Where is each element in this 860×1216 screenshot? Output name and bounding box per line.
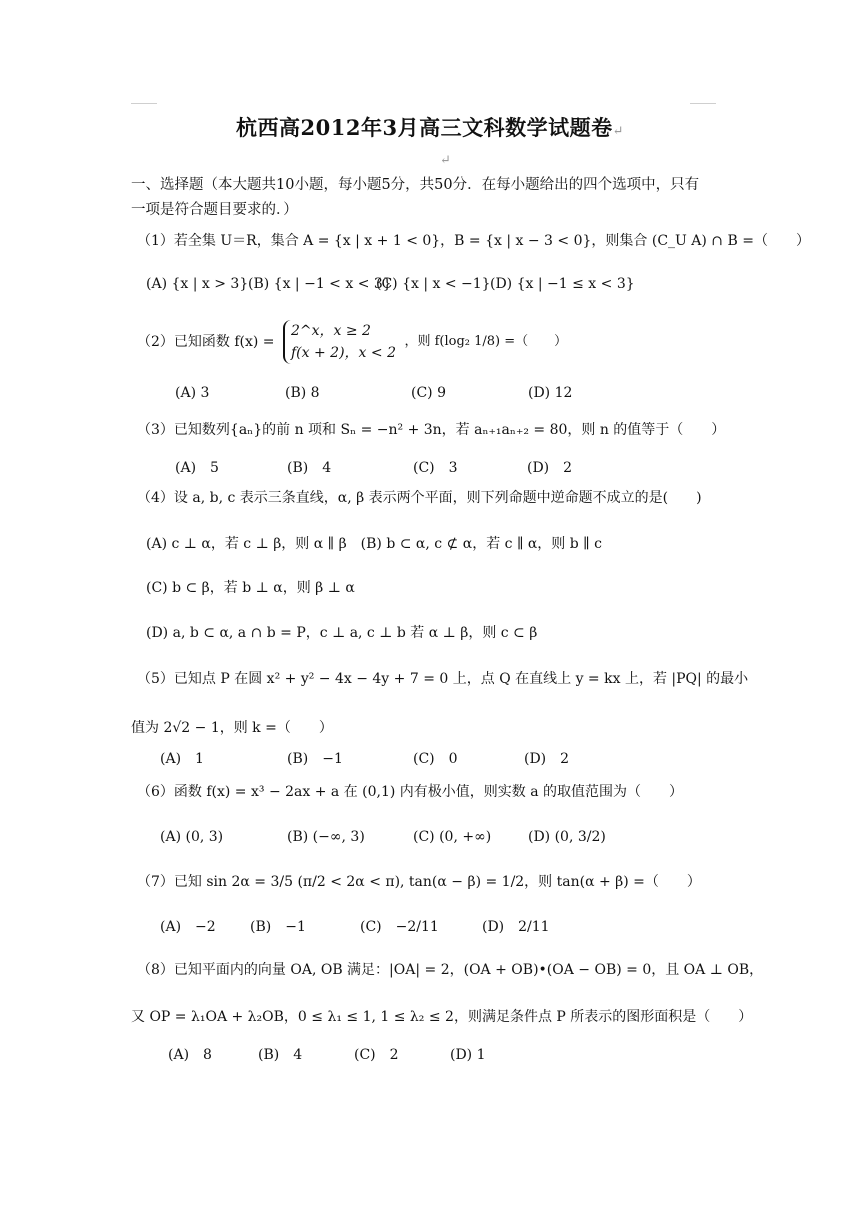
question-8-stem-line-1: （8）已知平面内的向量 OA, OB 满足：|OA| = 2，(OA + OB)•(OA − OB) = 0，且 OA ⊥ OB，	[137, 962, 764, 978]
question-7-stem: （7）已知 sin 2α = 3/5 (π/2 < 2α < π), tan(α − β) = 1/2，则 tan(α + β) =（ ）	[137, 874, 701, 890]
q2-option-d: (D) 12	[528, 385, 573, 401]
question-5-stem-line-1: （5）已知点 P 在圆 x² + y² − 4x − 4y + 7 = 0 上，点 Q 在直线上 y = kx 上，若 |PQ| 的最小	[137, 671, 749, 687]
q7-option-d: (D) 2/11	[482, 919, 550, 935]
question-6-stem: （6）函数 f(x) = x³ − 2ax + a 在 (0,1) 内有极小值，则实数 a 的取值范围为（ ）	[137, 784, 684, 800]
empty-paragraph-mark	[440, 150, 451, 171]
question-2-stem	[137, 320, 567, 364]
q2-option-a: (A) 3	[175, 385, 210, 401]
q3-option-c: (C) 3	[413, 460, 458, 476]
q3-option-d: (D) 2	[527, 460, 573, 476]
q3-option-b: (B) 4	[287, 460, 332, 476]
q2-stem-prefix: （2）已知函数 f(x) =	[137, 334, 275, 350]
q8-option-a: (A) 8	[168, 1047, 212, 1063]
q4-option-line-d: (D) a, b ⊂ α, a ∩ b = P，c ⊥ a, c ⊥ b 若 α ⊥ β，则 c ⊂ β	[146, 625, 538, 641]
q2-stem-suffix: ，则 f(log₂ 1/8) =（ ）	[404, 334, 568, 349]
q6-option-b: (B) (−∞, 3)	[287, 829, 365, 845]
q2-piece-2: f(x + 2)，x < 2	[291, 345, 396, 361]
q1-option-a: (A) {x | x > 3}	[146, 276, 249, 292]
return-mark-icon: ↵	[440, 153, 451, 168]
header-corner-mark-right	[690, 103, 716, 104]
q1-option-b: (B) {x | −1 < x < 3}	[248, 276, 392, 292]
section-header-line-1: 一、选择题（本大题共10小题，每小题5分，共50分．在每小题给出的四个选项中，只有	[131, 177, 700, 193]
header-corner-mark-left	[131, 103, 157, 104]
q2-piece-1: 2^x，x ≥ 2	[291, 323, 371, 339]
q1-option-d: (D) {x | −1 ≤ x < 3}	[490, 276, 635, 292]
question-1-stem: （1）若全集 U＝R，集合 A = {x | x + 1 < 0}，B = {x | x − 3 < 0}，则集合 (C_U A) ∩ B =（ ）	[137, 233, 810, 249]
q3-option-a: (A) 5	[175, 460, 219, 476]
section-header-line-2: 一项是符合题目要求的．）	[131, 202, 298, 218]
q7-option-a: (A) −2	[160, 919, 216, 935]
q2-piecewise-brace	[283, 320, 396, 364]
q2-option-b: (B) 8	[285, 385, 320, 401]
q5-option-d: (D) 2	[524, 751, 570, 767]
q8-option-c: (C) 2	[354, 1047, 399, 1063]
q5-option-c: (C) 0	[413, 751, 458, 767]
question-4-stem: （4）设 a, b, c 表示三条直线，α, β 表示两个平面，则下列命题中逆命题不成立的是( )	[137, 490, 702, 506]
q7-option-b: (B) −1	[250, 919, 306, 935]
q8-option-b: (B) 4	[258, 1047, 303, 1063]
question-8-stem-line-2: 又 OP = λ₁OA + λ₂OB，0 ≤ λ₁ ≤ 1, 1 ≤ λ₂ ≤ 2，则满足条件点 P 所表示的图形面积是（ ）	[131, 1009, 753, 1025]
title-text: 杭西高2012年3月高三文科数学试题卷	[236, 115, 613, 140]
q7-option-c: (C) −2/11	[360, 919, 439, 935]
page-title	[0, 112, 860, 142]
q6-option-a: (A) (0, 3)	[160, 829, 224, 845]
q4-option-line-c: (C) b ⊂ β，若 b ⊥ α，则 β ⊥ α	[146, 580, 355, 596]
q5-option-a: (A) 1	[160, 751, 204, 767]
q5-option-b: (B) −1	[287, 751, 343, 767]
q6-option-c: (C) (0, +∞)	[413, 829, 492, 845]
question-5-stem-line-2: 值为 2√2 − 1，则 k =（ ）	[131, 720, 333, 736]
return-mark-icon: ↵	[612, 124, 624, 139]
q6-option-d: (D) (0, 3/2)	[528, 829, 606, 845]
q1-option-c: (C) {x | x < −1}	[376, 276, 491, 292]
q8-option-d: (D) 1	[450, 1047, 486, 1063]
question-3-stem: （3）已知数列{aₙ}的前 n 项和 Sₙ = −n² + 3n，若 aₙ₊₁aₙ₊₂ = 80，则 n 的值等于（ ）	[137, 422, 726, 438]
q4-option-line-ab: (A) c ⊥ α，若 c ⊥ β，则 α ∥ β (B) b ⊂ α, c ⊄ α，若 c ∥ α，则 b ∥ c	[146, 536, 602, 552]
q2-option-c: (C) 9	[411, 385, 446, 401]
